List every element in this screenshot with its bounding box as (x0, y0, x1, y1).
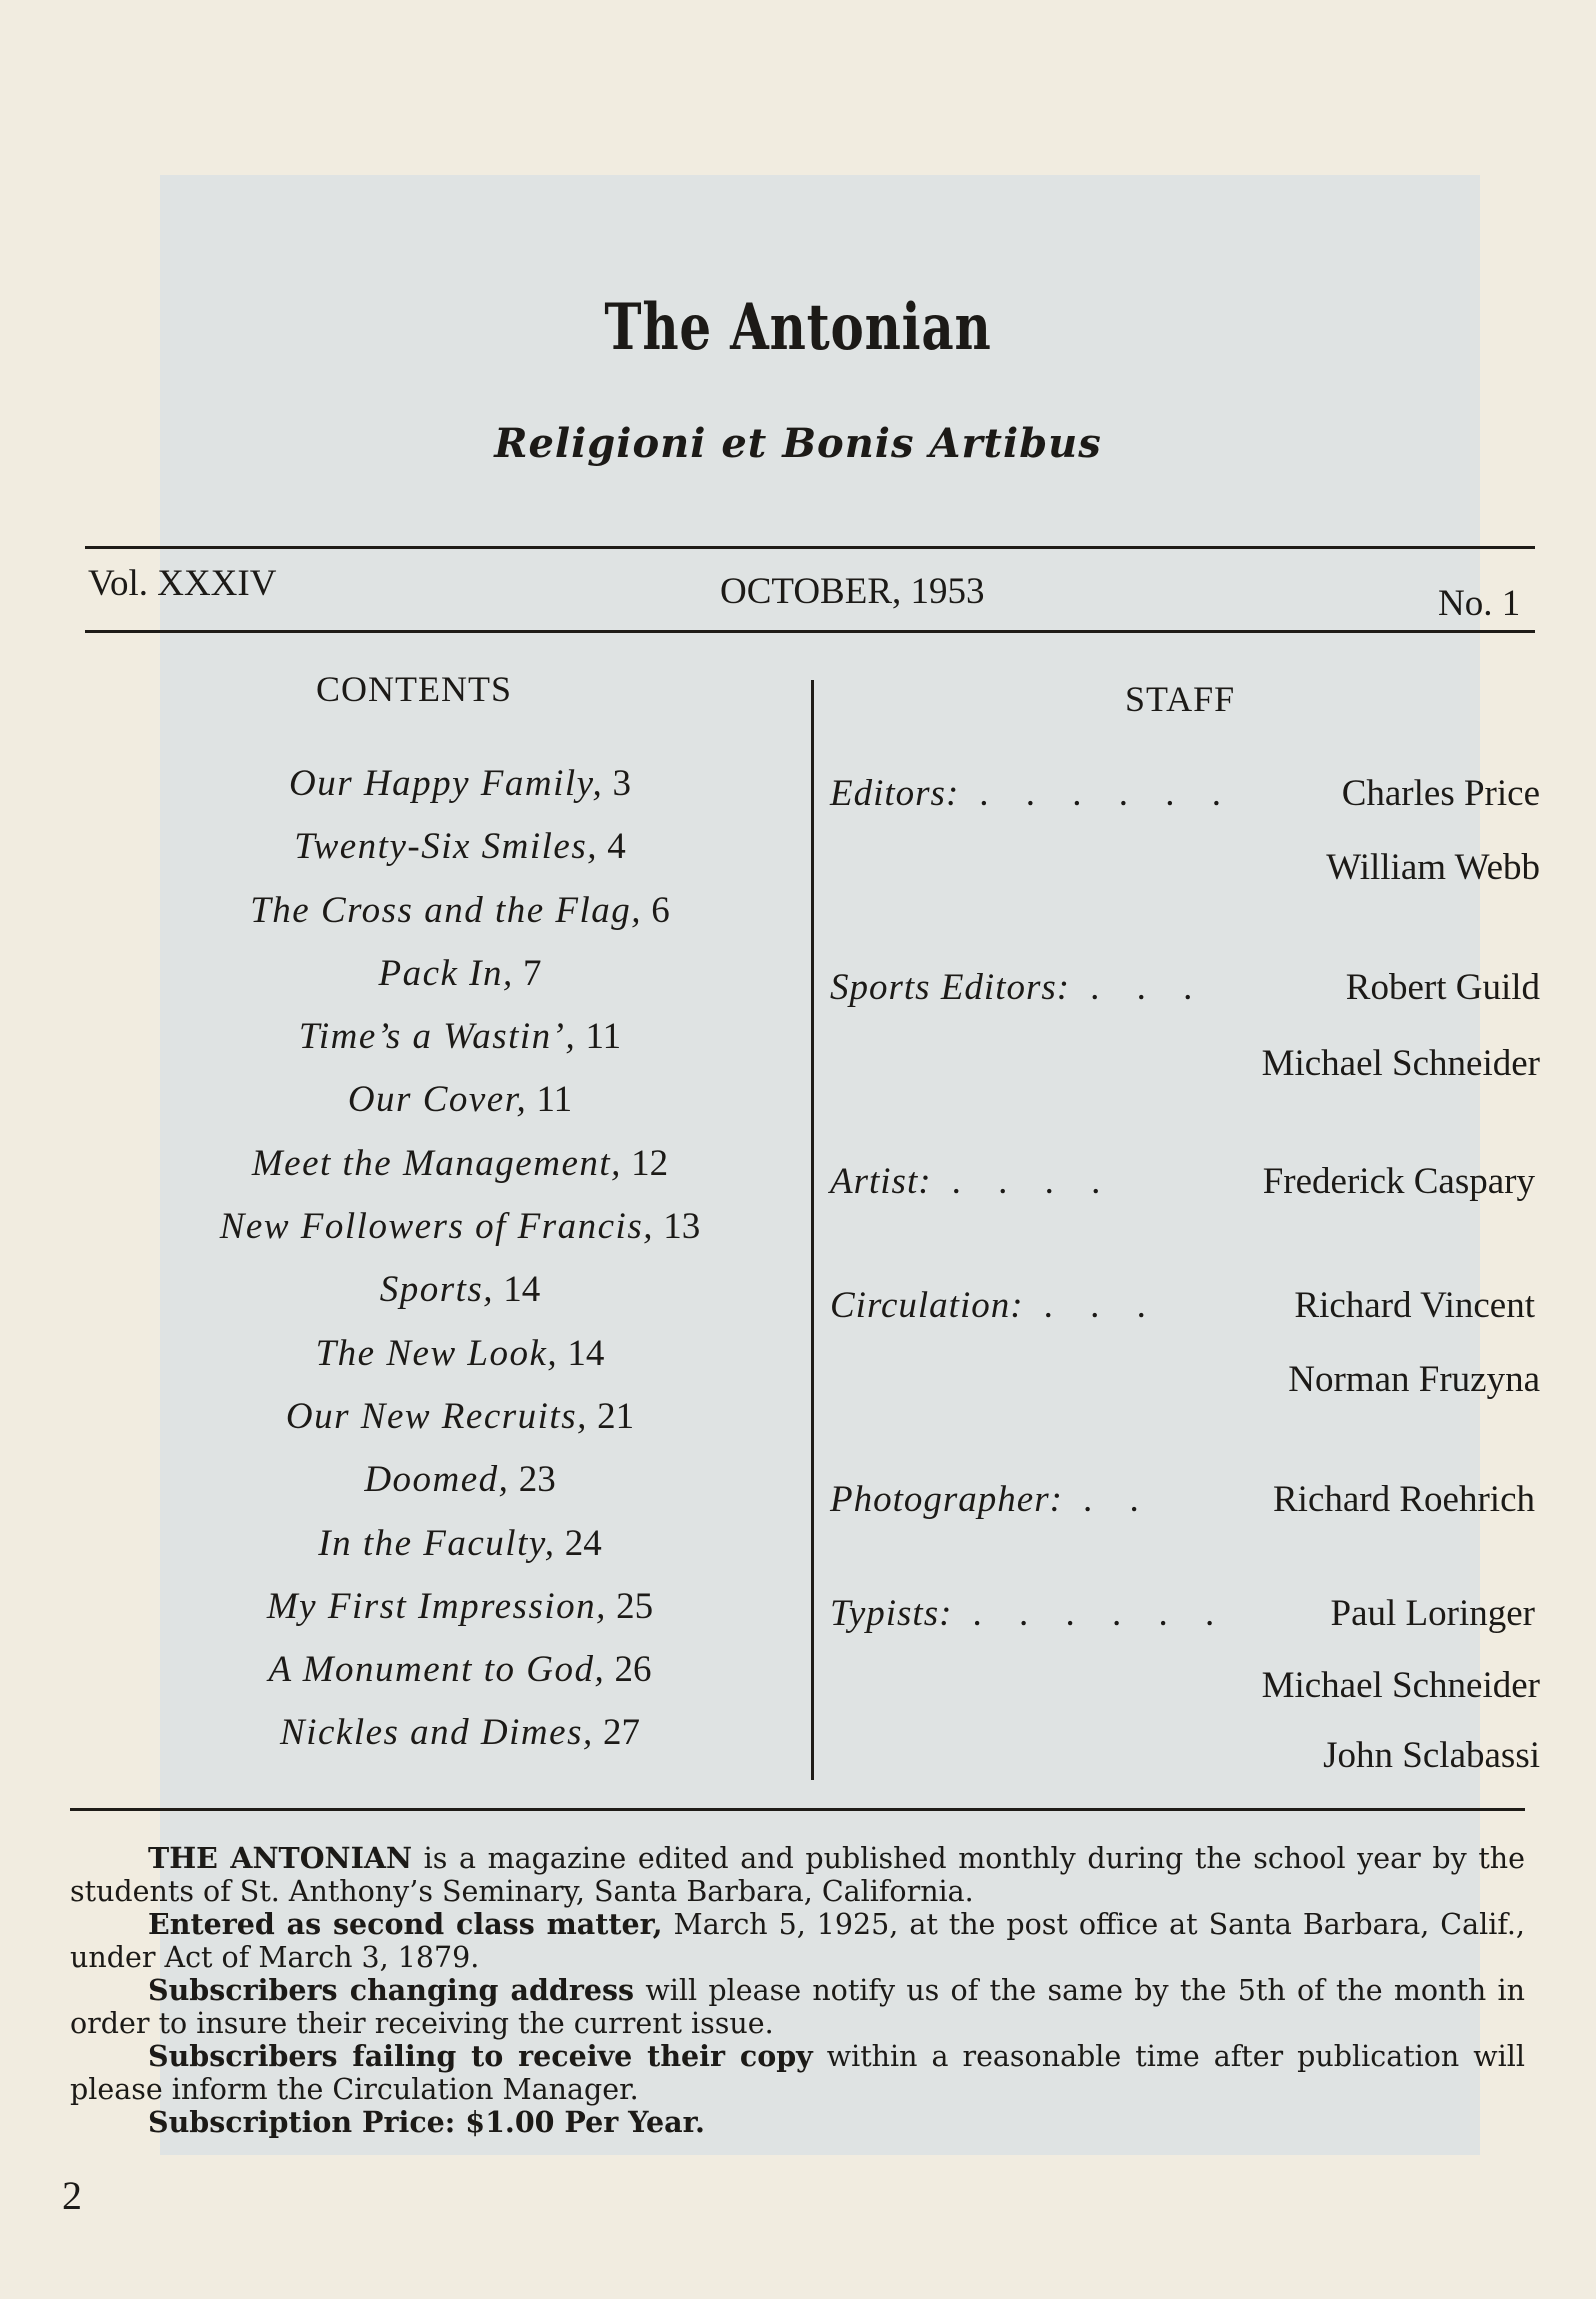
volume-label: Vol. XXXIV (88, 563, 277, 604)
staff-role: Circulation: (830, 1285, 1024, 1326)
staff-name: Paul Loringer (1330, 1593, 1535, 1634)
leader-dots: . . . . (951, 1161, 1115, 1202)
leader-dots: . . . . . . (972, 1593, 1229, 1634)
publication-notice (70, 1842, 1525, 2139)
staff-role: Sports Editors: (830, 967, 1071, 1008)
notice-paragraph: Entered as second class matter, March 5, 1925, at the post office at Santa Barbara, Calif., under Act of March 3, 1879. (70, 1907, 1525, 1974)
masthead-title: The Antonian (604, 290, 992, 365)
staff-name: William Webb (1326, 847, 1540, 888)
staff-name: Norman Fruzyna (1288, 1359, 1540, 1400)
staff-name: Robert Guild (1345, 967, 1540, 1008)
staff-name: Richard Roehrich (1273, 1479, 1535, 1520)
list-item: Time’s a Wastin’, 11 (298, 1016, 622, 1058)
notice-paragraph: THE ANTONIAN is a magazine edited and published monthly during the school year by the students of St. Anthony’s Seminary, Santa Barbara, California. (70, 1841, 1525, 1908)
staff-name: Michael Schneider (1261, 1043, 1540, 1084)
staff-name: Charles Price (1341, 773, 1540, 814)
staff-name: Richard Vincent (1294, 1285, 1535, 1326)
leader-dots: . . . (1090, 967, 1207, 1008)
staff-row-sports-editors (830, 966, 1540, 1009)
header-bottom-rule (85, 630, 1535, 633)
staff-row-artist (830, 1160, 1535, 1203)
notice-paragraph: Subscribers failing to receive their copy within a reasonable time after publication will please inform the Circulation Manager. (70, 2039, 1525, 2106)
list-item: Our Cover, 11 (347, 1079, 573, 1121)
staff-role: Typists: (830, 1593, 953, 1634)
list-item: A Monument to God, 26 (268, 1649, 652, 1691)
staff-row-circulation (830, 1284, 1535, 1327)
staff-row-photographer (830, 1478, 1535, 1521)
list-item: Twenty-Six Smiles, 4 (294, 826, 626, 868)
masthead-motto: Religioni et Bonis Artibus (494, 420, 1102, 467)
staff-role: Editors: (830, 773, 960, 814)
list-item: The New Look, 14 (315, 1332, 605, 1374)
notice-paragraph: Subscribers changing address will please notify us of the same by the 5th of the month in order to insure their receiving the current issue. (70, 1973, 1525, 2040)
staff-row-typists (830, 1592, 1535, 1635)
issue-number: No. 1 (1438, 583, 1521, 624)
list-item: Doomed, 23 (364, 1459, 556, 1501)
leader-dots: . . . (1043, 1285, 1160, 1326)
list-item: In the Faculty, 24 (318, 1522, 602, 1564)
list-item: Nickles and Dimes, 27 (280, 1712, 640, 1754)
staff-row-editors (830, 772, 1540, 815)
leader-dots: . . (1082, 1479, 1153, 1520)
staff-role: Artist: (830, 1161, 932, 1202)
list-item: Our Happy Family, 3 (288, 763, 632, 804)
staff-name: John Sclabassi (1323, 1735, 1540, 1776)
staff-role: Photographer: (830, 1479, 1063, 1520)
page-number: 2 (62, 2173, 82, 2218)
leader-dots: . . . . . . (979, 773, 1236, 814)
column-divider (811, 680, 814, 1780)
staff-heading: STAFF (1125, 679, 1236, 719)
footer-rule (70, 1808, 1525, 1811)
header-top-rule (85, 546, 1535, 549)
list-item: Sports, 14 (379, 1269, 541, 1311)
list-item: Our New Recruits, 21 (285, 1395, 635, 1437)
list-item: Pack In, 7 (378, 952, 542, 994)
list-item: The Cross and the Flag, 6 (250, 889, 670, 931)
contents-list (130, 752, 750, 1765)
staff-name: Michael Schneider (1261, 1665, 1540, 1706)
list-item: My First Impression, 25 (266, 1585, 654, 1627)
list-item: New Followers of Francis, 13 (219, 1206, 701, 1248)
issue-date: OCTOBER, 1953 (720, 571, 985, 612)
staff-name: Frederick Caspary (1262, 1161, 1535, 1202)
list-item: Meet the Management, 12 (251, 1142, 669, 1184)
subscription-price: Subscription Price: $1.00 Per Year. (148, 2105, 705, 2139)
contents-heading: CONTENTS (316, 669, 512, 709)
